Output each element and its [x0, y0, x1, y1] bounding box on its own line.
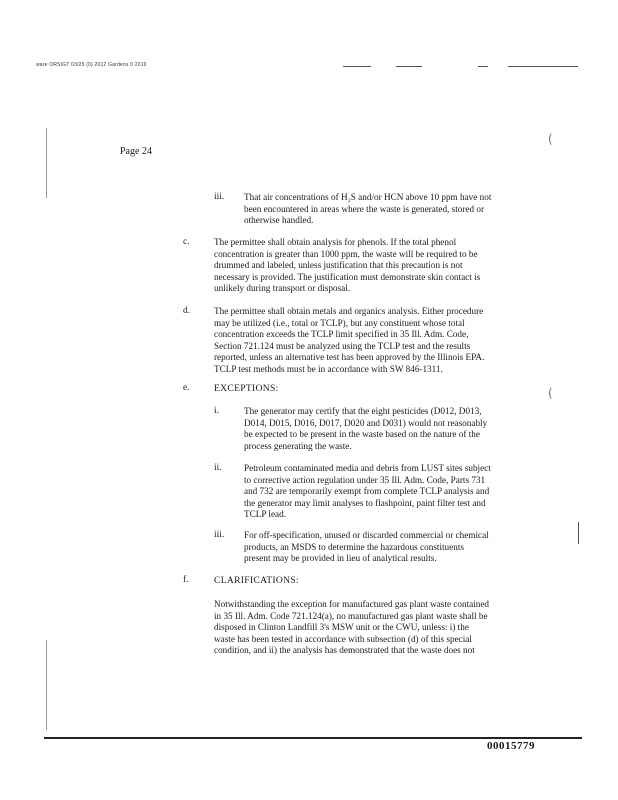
text-line: and 732 are temporarily exempt from complete TCLP analysis and — [244, 486, 490, 497]
scan-edge-line — [46, 640, 47, 730]
text-line: necessary is provided. The justification must demonstrate skin contact is — [214, 271, 481, 282]
item-f-text — [214, 599, 489, 657]
text-line: been encountered in areas where the waste is generated, stored or — [244, 203, 485, 214]
exceptions-heading: EXCEPTIONS: — [214, 383, 279, 394]
text-line: For off-specification, unused or discarded commercial or chemical — [244, 530, 489, 540]
binder-hole-mark: ( — [548, 386, 553, 400]
text-line: to corrective action regulation under 35 Ill. Adm. Code, Parts 731 — [244, 474, 486, 485]
text-line: the generator may limit analyses to flashpoint, paint filter test and — [244, 497, 486, 508]
text-line: Section 721.124 must be analyzed using the TCLP test and the results — [214, 340, 471, 351]
item-marker-e-i: i. — [214, 406, 219, 416]
text-line: condition, and ii) the analysis has demonstrated that the waste does not — [214, 645, 475, 656]
text-line: otherwise handled. — [244, 215, 314, 226]
header-rule — [396, 66, 422, 67]
text-line: reported, unless an alternative test has been approved by the Illinois EPA. — [214, 352, 485, 363]
text-line: process generating the waste. — [244, 440, 352, 451]
text-line: TCLP test methods must be in accordance with SW 846-1311. — [214, 363, 443, 374]
text-line: be expected to be present in the waste based on the nature of the — [244, 429, 480, 440]
change-bar — [578, 522, 579, 544]
header-rule — [478, 66, 488, 67]
item-c-text — [214, 237, 480, 295]
text-line: Notwithstanding the exception for manufactured gas plant waste contained — [214, 599, 490, 609]
item-marker-e: e. — [183, 383, 190, 393]
text-line: present may be provided in lieu of analytical results. — [244, 553, 437, 564]
text-line: concentration is greater than 1000 ppm, the waste will be required to be — [214, 248, 478, 259]
page-number: Page 24 — [120, 146, 152, 157]
item-d-text — [214, 306, 484, 376]
item-marker-e-iii: iii. — [214, 530, 225, 540]
text-line: D014, D015, D016, D017, D020 and D031) would not reasonably — [244, 417, 488, 428]
text-line: products, an MSDS to determine the hazardous constituents — [244, 541, 464, 552]
text-line: The permittee shall obtain analysis for phenols. If the total phenol — [214, 237, 457, 247]
footer-rule — [44, 737, 582, 739]
item-marker-iii: iii. — [214, 192, 225, 202]
clarifications-heading: CLARIFICATIONS: — [214, 575, 299, 586]
item-marker-d: d. — [183, 306, 191, 316]
text-line: TCLP lead. — [244, 509, 287, 520]
item-iii-text — [244, 192, 491, 227]
item-marker-e-ii: ii. — [214, 463, 222, 473]
bates-number: 00015779 — [487, 740, 535, 752]
binder-hole-mark: ( — [548, 132, 553, 146]
item-e-iii-text — [244, 530, 489, 565]
fax-header: ware ORSIGT 03/25 (0) 2012 Gardens 0 2019 — [36, 62, 147, 68]
scan-edge-line — [46, 128, 47, 198]
text-line: concentration exceeds the TCLP limit specified in 35 Ill. Adm. Code, — [214, 329, 469, 340]
text-line: in 35 Ill. Adm. Code 721.124(a), no manufactured gas plant waste shall be — [214, 610, 488, 621]
text-line: Petroleum contaminated media and debris from LUST sites subject — [244, 463, 491, 473]
text-line: The permittee shall obtain metals and organics analysis. Either procedure — [214, 306, 484, 316]
header-rule — [508, 66, 578, 67]
item-marker-f: f. — [183, 575, 189, 585]
text-line: drummed and labeled, unless justification that this precaution is not — [214, 260, 463, 271]
text-line: unlikely during transport or disposal. — [214, 283, 351, 294]
text-line: That air concentrations of H₂S and/or HCN above 10 ppm have not — [244, 192, 492, 202]
item-e-i-text — [244, 406, 487, 452]
text-line: may be utilized (i.e., total or TCLP), but any constituent whose total — [214, 317, 465, 328]
text-line: waste has been tested in accordance with subsection (d) of this special — [214, 633, 472, 644]
item-marker-c: c. — [183, 237, 190, 247]
text-line: disposed in Clinton Landfill 3's MSW unit or the CWU, unless: i) the — [214, 622, 469, 633]
header-rule — [343, 66, 371, 67]
item-e-ii-text — [244, 463, 491, 521]
text-line: The generator may certify that the eight pesticides (D012, D013, — [244, 406, 482, 416]
